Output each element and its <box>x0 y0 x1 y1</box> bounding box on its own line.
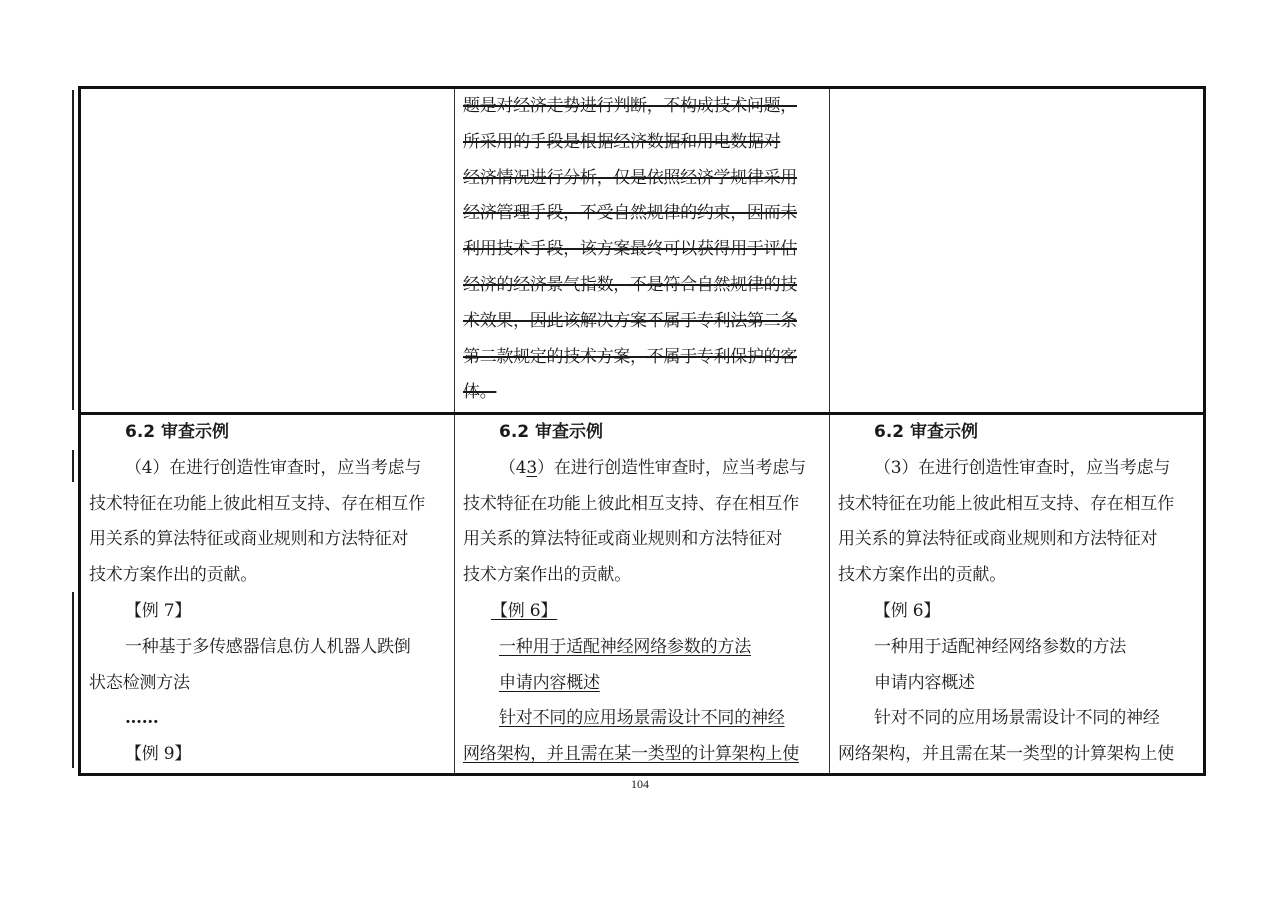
example-label: 【例 6】 <box>874 600 941 621</box>
example-title-text: 一种用于适配神经网络参数的方法 <box>499 636 751 657</box>
struck-line: 利用技术手段，该方案最终可以获得用于评估 <box>463 239 797 260</box>
section-heading: 6.2 审查示例 <box>125 422 230 442</box>
cell-left-original <box>80 414 455 775</box>
cell-middle-revision <box>455 414 830 775</box>
example-label: 【例 7】 <box>125 600 192 621</box>
section-heading: 6.2 审查示例 <box>874 422 979 442</box>
page-number: 104 <box>631 777 649 791</box>
example-label-text: 【例 6】 <box>491 600 558 621</box>
example-title: 一种用于适配神经网络参数的方法 <box>874 636 1126 657</box>
revision-bar-lower <box>72 592 74 768</box>
paragraph-line: 技术方案作出的贡献。 <box>89 565 257 586</box>
paragraph-line <box>463 451 823 487</box>
example-title-line: 状态检测方法 <box>89 672 190 693</box>
table-row-bottom <box>80 414 1205 775</box>
struck-line: 体。 <box>463 382 497 403</box>
paragraph-line: 用关系的算法特征或商业规则和方法特征对 <box>838 529 1158 550</box>
cell-top-left <box>80 88 455 414</box>
struck-line: 术效果，因此该解决方案不属于专利法第二条 <box>463 310 797 331</box>
paragraph-line: （3）在进行创造性审查时，应当考虑与 <box>874 457 1171 478</box>
summary-label-text: 申请内容概述 <box>499 672 600 693</box>
struck-line: 经济管理手段，不受自然规律的约束，因而未 <box>463 203 797 224</box>
paragraph-line: （4）在进行创造性审查时，应当考虑与 <box>125 457 422 478</box>
paragraph-line: 用关系的算法特征或商业规则和方法特征对 <box>463 529 783 550</box>
body-line <box>463 737 823 773</box>
struck-line: 题是对经济走势进行判断，不构成技术问题， <box>463 96 797 116</box>
revision-bar-top <box>72 90 74 410</box>
summary-label <box>463 666 823 702</box>
inserted-number: 3 <box>526 457 538 478</box>
struck-line: 经济的经济景气指数，不是符合自然规律的技 <box>463 274 797 295</box>
body-line: 网络架构，并且需在某一类型的计算架构上使 <box>838 744 1174 765</box>
section-heading: 6.2 审查示例 <box>499 422 604 442</box>
example-title-line: 一种基于多传感器信息仿人机器人跌倒 <box>125 636 411 657</box>
paragraph-line: 技术特征在功能上彼此相互支持、存在相互作 <box>838 493 1174 514</box>
body-line-text: 网络架构，并且需在某一类型的计算架构上使 <box>463 744 799 765</box>
paragraph-line: 技术方案作出的贡献。 <box>463 565 631 586</box>
para-rest: ）在进行创造性审查时，应当考虑与 <box>537 457 806 478</box>
cell-top-middle <box>455 88 830 414</box>
paragraph-line: 技术方案作出的贡献。 <box>838 565 1006 586</box>
para-prefix: （4 <box>499 457 527 478</box>
struck-line: 所采用的手段是根据经济数据和用电数据对 <box>463 131 781 152</box>
table-row-top <box>80 88 1205 414</box>
paragraph-line: 用关系的算法特征或商业规则和方法特征对 <box>89 529 409 550</box>
example-label: 【例 9】 <box>125 744 192 765</box>
body-line <box>463 701 823 737</box>
comparison-table <box>78 86 1206 776</box>
paragraph-line: 技术特征在功能上彼此相互支持、存在相互作 <box>463 493 799 514</box>
cell-top-right <box>830 88 1205 414</box>
revision-bar-middle <box>72 450 74 482</box>
struck-line: 第二款规定的技术方案，不属于专利保护的客 <box>463 346 797 367</box>
paragraph-line: 技术特征在功能上彼此相互支持、存在相互作 <box>89 493 425 514</box>
ellipsis: …… <box>125 708 159 729</box>
struck-line: 经济情况进行分析，仅是依照经济学规律采用 <box>463 167 797 188</box>
body-line: 针对不同的应用场景需设计不同的神经 <box>874 708 1160 729</box>
body-line-text: 针对不同的应用场景需设计不同的神经 <box>499 708 785 729</box>
example-title <box>463 630 823 666</box>
cell-right-revised <box>830 414 1205 775</box>
summary-label: 申请内容概述 <box>874 672 975 693</box>
example-label <box>463 594 823 630</box>
